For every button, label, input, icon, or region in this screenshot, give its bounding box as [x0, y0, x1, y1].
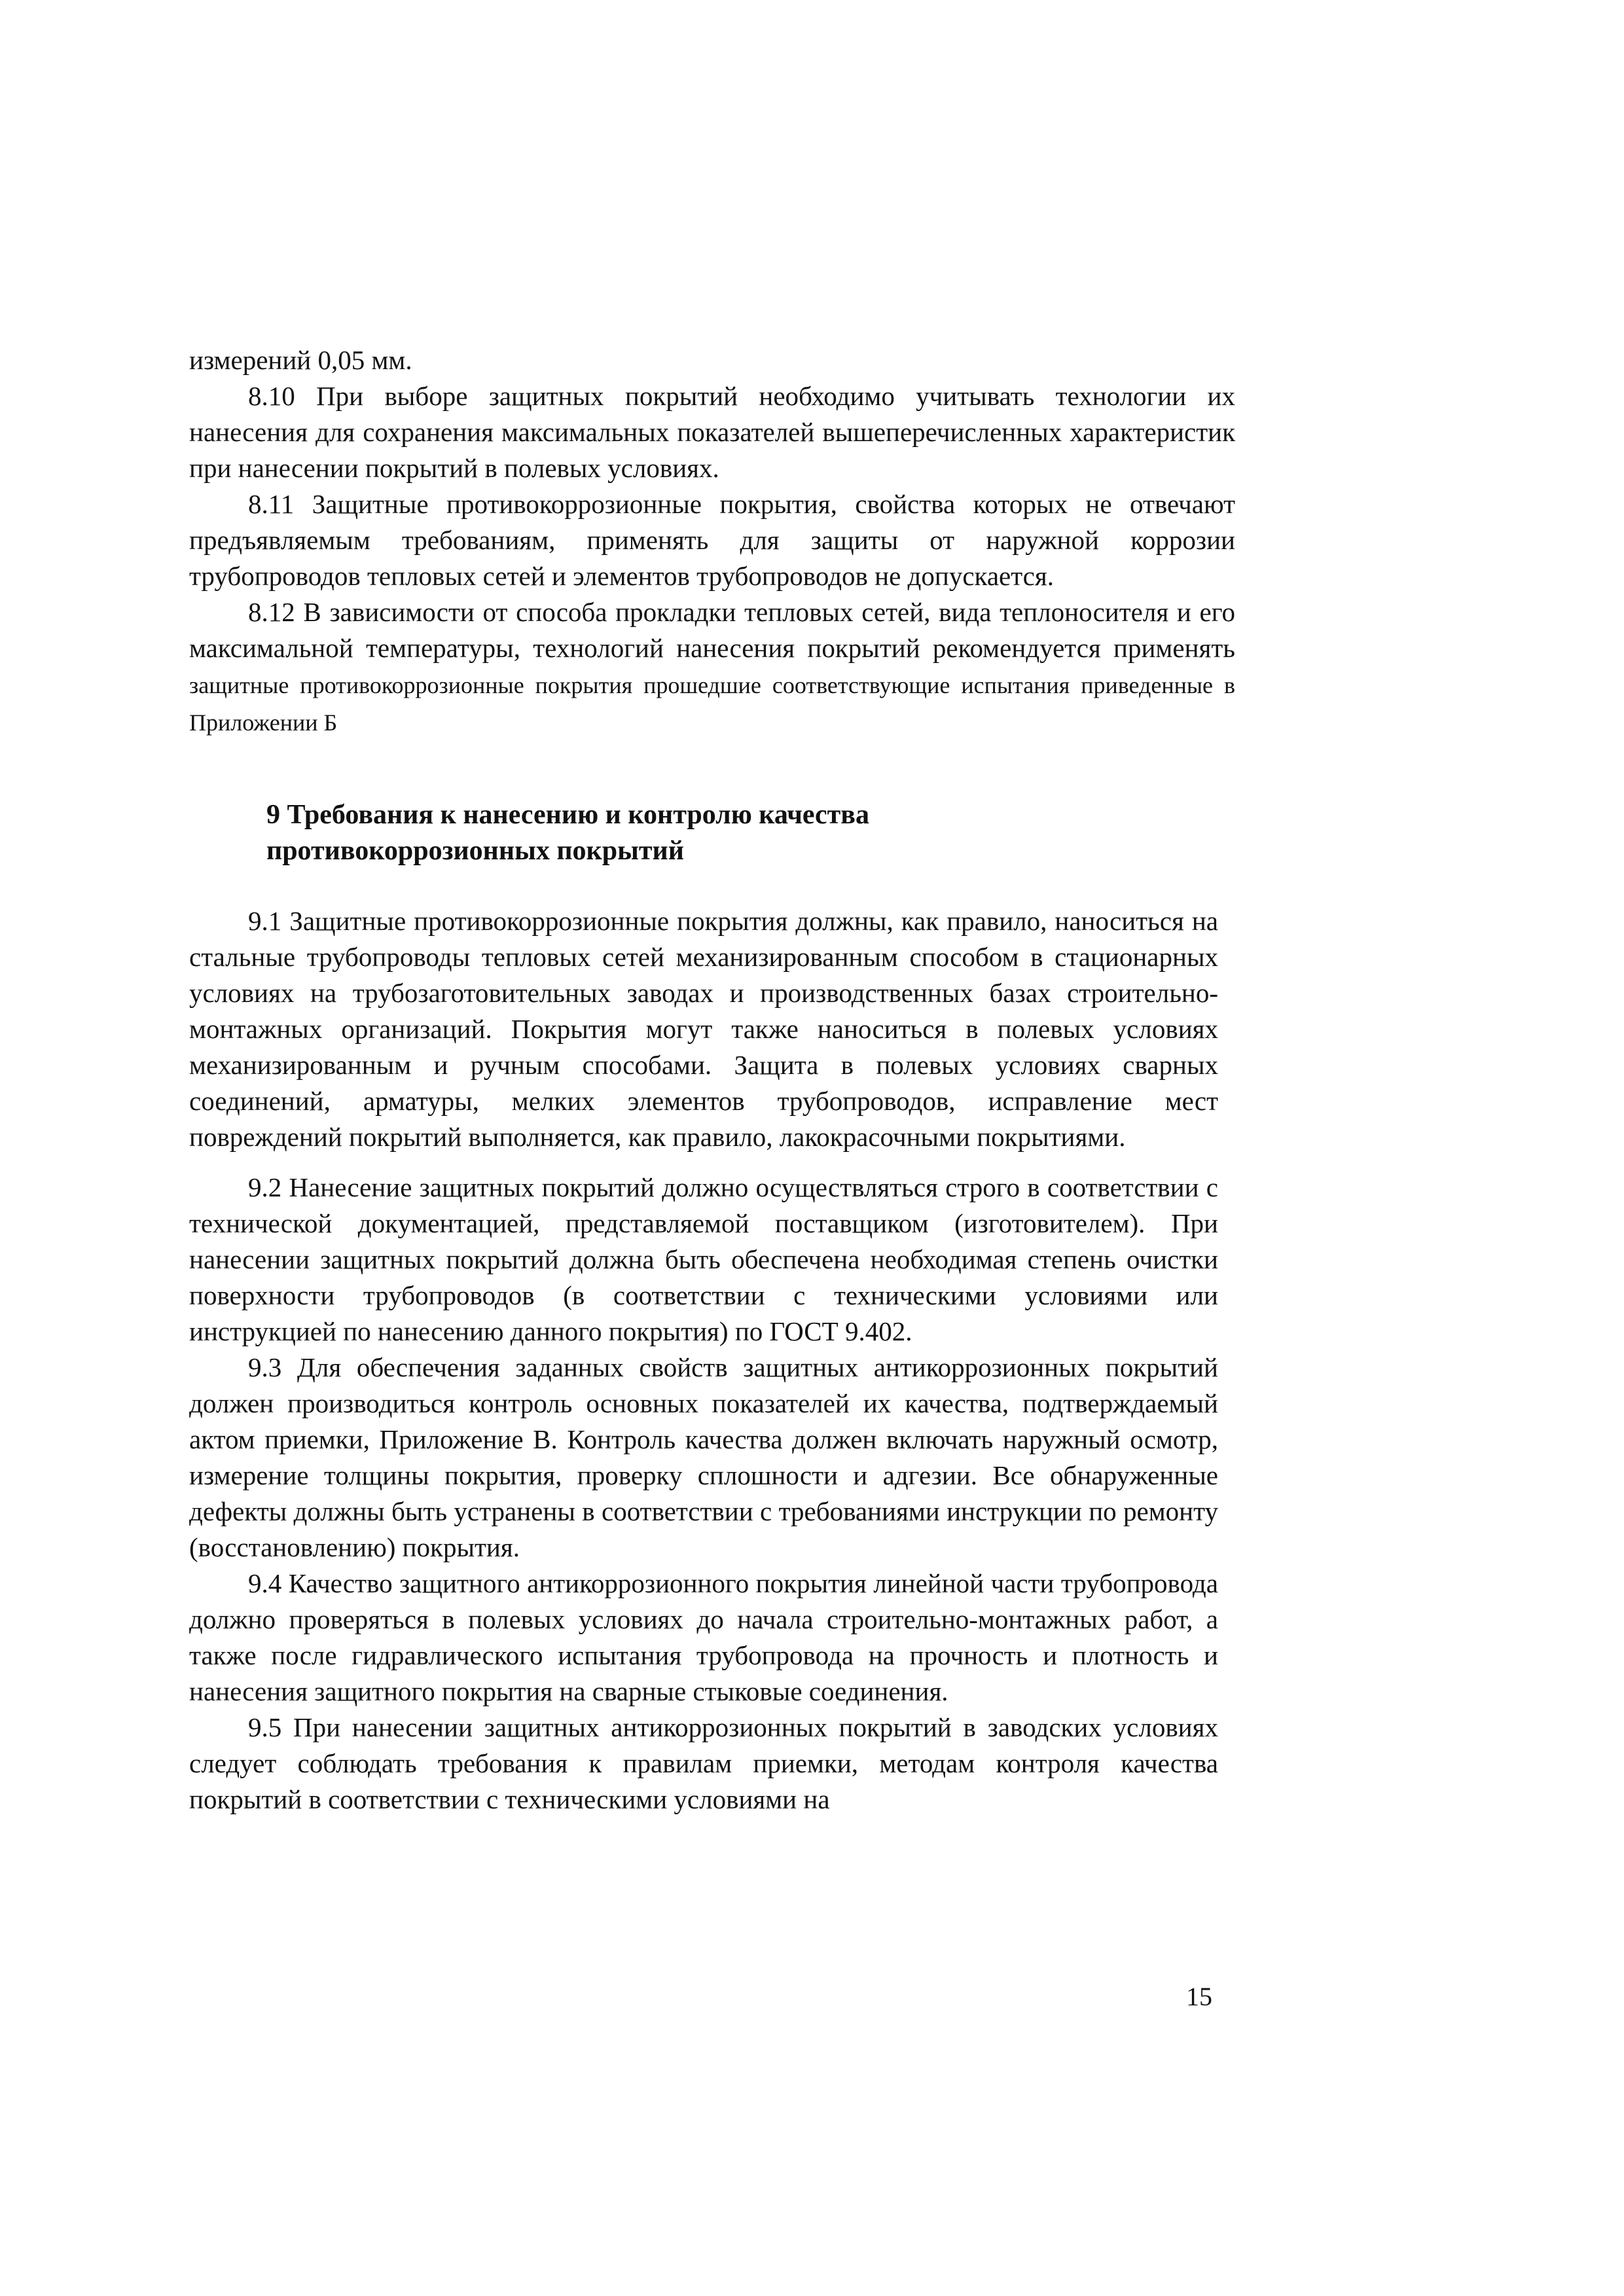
- paragraph-9-2: 9.2 Нанесение защитных покрытий должно осуществляться строго в соответствии с технической документацией, представляемой поставщиком (изготовителем). При нанесении защитных покрытий должна быть обеспечена необходимая степень очистки поверхности трубопроводов (в соответствии с техническими условиями или инструкцией по нанесению данного покрытия) по ГОСТ 9.402.: [189, 1172, 1218, 1346]
- paragraph-8-12: [189, 594, 1235, 741]
- paragraph-9-5: 9.5 При нанесении защитных антикоррозионных покрытий в заводских условиях следует соблюдать требования к правилам приемки, методам контроля качества покрытий в соответствии с техническими условиями на: [189, 1712, 1218, 1814]
- paragraph-9-3: 9.3 Для обеспечения заданных свойств защитных антикоррозионных покрытий должен производиться контроль основных показателей их качества, подтверждаемый актом приемки, Приложение В. Контроль качества должен включать наружный осмотр, измерение толщины покрытия, проверку сплошности и адгезии. Все обнаруженные дефекты должны быть устранены в соответствии с требованиями инструкции по ремонту (восстановлению) покрытия.: [189, 1352, 1218, 1562]
- paragraph-8-10: 8.10 При выборе защитных покрытий необходимо учитывать технологии их нанесения для сохранения максимальных показателей вышеперечисленных характеристик при нанесении покрытий в полевых условиях.: [189, 381, 1235, 483]
- section-9-heading-line-2: противокоррозионных покрытий: [266, 836, 684, 866]
- text-block-section-9: [189, 903, 1218, 1818]
- text-block-section-8: [189, 342, 1235, 741]
- paragraph-9-1: 9.1 Защитные противокоррозионные покрытия должны, как правило, наноситься на стальные трубопроводы тепловых сетей механизированным способом в стационарных условиях на трубозаготовительных заводах и производственных базах строительно-монтажных организаций. Покрытия могут также наноситься в полевых условиях механизированным и ручным способами. Защита в полевых условиях сварных соединений, арматуры, мелких элементов трубопроводов, исправление мест повреждений покрытий выполняется, как правило, лакокрасочными покрытиями.: [189, 906, 1218, 1152]
- section-9-heading-line-1: 9 Требования к нанесению и контролю качества: [266, 800, 869, 830]
- paragraph-continuation: измерений 0,05 мм.: [189, 345, 412, 375]
- paragraph-9-4: 9.4 Качество защитного антикоррозионного покрытия линейной части трубопровода должно проверяться в полевых условиях до начала строительно-монтажных работ, а также после гидравлического испытания трубопровода на прочность и плотность и нанесения защитного покрытия на сварные стыковые соединения.: [189, 1568, 1218, 1706]
- page-number: 15: [1186, 1982, 1212, 2011]
- section-9-heading: [266, 797, 1183, 869]
- paragraph-8-12-main: 8.12 В зависимости от способа прокладки тепловых сетей, вида теплоносителя и его максимальной температуры, технологий нанесения покрытий рекомендуется применять: [189, 597, 1235, 663]
- paragraph-8-11: 8.11 Защитные противокоррозионные покрытия, свойства которых не отвечают предъявляемым требованиям, применять для защиты от наружной коррозии трубопроводов тепловых сетей и элементов трубопроводов не допускается.: [189, 489, 1235, 591]
- paragraph-8-12-small: защитные противокоррозионные покрытия прошедшие соответствующие испытания приведенные в Приложении Б: [189, 672, 1235, 736]
